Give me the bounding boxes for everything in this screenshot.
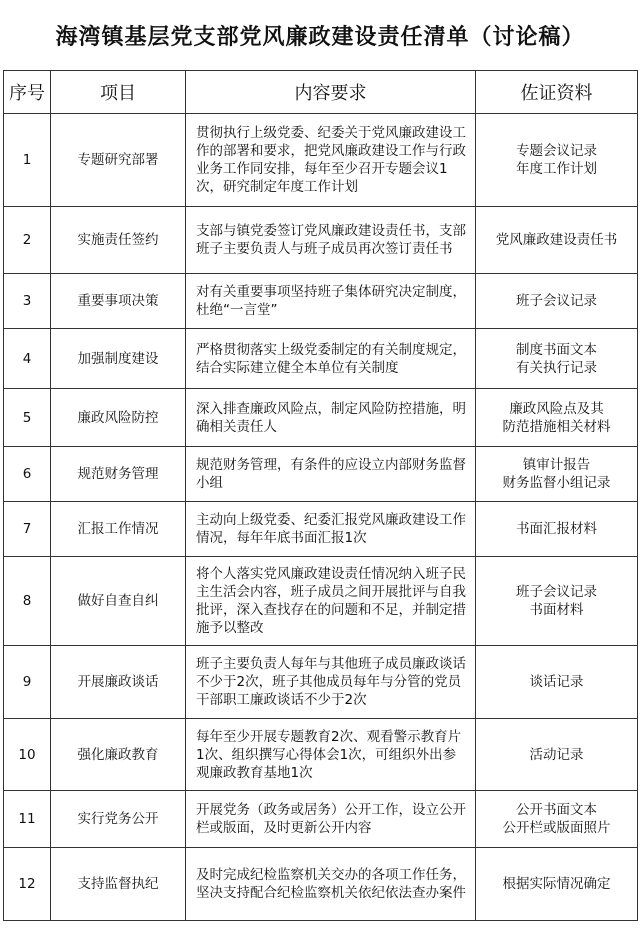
row-evidence: 党风廉政建设责任书: [476, 207, 638, 274]
table-row: [4, 207, 638, 274]
row-item: 做好自查自纠: [51, 557, 186, 646]
row-content: 对有关重要事项坚持班子集体研究决定制度，杜绝“一言堂”: [186, 274, 476, 329]
row-item: 汇报工作情况: [51, 502, 186, 557]
header-no: 序号: [4, 71, 51, 114]
row-item: 专题研究部署: [51, 114, 186, 207]
row-no: 5: [4, 389, 51, 447]
row-evidence: 谈话记录: [476, 646, 638, 719]
row-content: 主动向上级党委、纪委汇报党风廉政建设工作情况，每年年底书面汇报1次: [186, 502, 476, 557]
row-item: 强化廉政教育: [51, 719, 186, 791]
row-evidence: 廉政风险点及其 防范措施相关材料: [476, 389, 638, 447]
table-row: [4, 557, 638, 646]
responsibility-table: [3, 70, 638, 921]
table-row: [4, 329, 638, 389]
row-content: 每年至少开展专题教育2次、观看警示教育片1次、组织撰写心得体会1次，可组织外出参观廉政教育基地1次: [186, 719, 476, 791]
row-item: 加强制度建设: [51, 329, 186, 389]
table-row: [4, 274, 638, 329]
table-row: [4, 646, 638, 719]
table-header-row: [4, 71, 638, 114]
row-evidence: 公开书面文本 公开栏或版面照片: [476, 791, 638, 848]
row-content: 深入排查廉政风险点，制定风险防控措施，明确相关责任人: [186, 389, 476, 447]
header-evidence: 佐证资料: [476, 71, 638, 114]
row-item: 开展廉政谈话: [51, 646, 186, 719]
table-row: [4, 447, 638, 502]
table-row: [4, 389, 638, 447]
row-no: 7: [4, 502, 51, 557]
row-no: 10: [4, 719, 51, 791]
row-no: 4: [4, 329, 51, 389]
row-no: 6: [4, 447, 51, 502]
row-item: 规范财务管理: [51, 447, 186, 502]
row-evidence: 活动记录: [476, 719, 638, 791]
row-content: 及时完成纪检监察机关交办的各项工作任务，坚决支持配合纪检监察机关依纪依法查办案件: [186, 848, 476, 921]
table-row: [4, 502, 638, 557]
table-row: [4, 791, 638, 848]
row-item: 廉政风险防控: [51, 389, 186, 447]
header-content: 内容要求: [186, 71, 476, 114]
row-item: 实施责任签约: [51, 207, 186, 274]
document-title: 海湾镇基层党支部党风廉政建设责任清单（讨论稿）: [55, 24, 585, 50]
row-content: 将个人落实党风廉政建设责任情况纳入班子民主生活会内容，班子成员之间开展批评与自我批评，深入查找存在的问题和不足，并制定措施予以整改: [186, 557, 476, 646]
row-evidence: 镇审计报告 财务监督小组记录: [476, 447, 638, 502]
row-content: 开展党务（政务或居务）公开工作，设立公开栏或版面，及时更新公开内容: [186, 791, 476, 848]
row-content: 班子主要负责人每年与其他班子成员廉政谈话不少于2次，班子其他成员每年与分管的党员干部职工廉政谈话不少于2次: [186, 646, 476, 719]
row-no: 11: [4, 791, 51, 848]
table-row: [4, 114, 638, 207]
row-content: 规范财务管理，有条件的应设立内部财务监督小组: [186, 447, 476, 502]
row-evidence: 根据实际情况确定: [476, 848, 638, 921]
row-content: 严格贯彻落实上级党委制定的有关制度规定，结合实际建立健全本单位有关制度: [186, 329, 476, 389]
row-item: 重要事项决策: [51, 274, 186, 329]
row-evidence: 制度书面文本 有关执行记录: [476, 329, 638, 389]
row-content: 贯彻执行上级党委、纪委关于党风廉政建设工作的部署和要求，把党风廉政建设工作与行政业务工作同安排，每年至少召开专题会议1次，研究制定年度工作计划: [186, 114, 476, 207]
row-evidence: 班子会议记录 书面材料: [476, 557, 638, 646]
row-item: 实行党务公开: [51, 791, 186, 848]
table-row: [4, 719, 638, 791]
row-item: 支持监督执纪: [51, 848, 186, 921]
row-no: 1: [4, 114, 51, 207]
table-row: [4, 848, 638, 921]
row-no: 8: [4, 557, 51, 646]
row-no: 9: [4, 646, 51, 719]
row-no: 3: [4, 274, 51, 329]
header-item: 项目: [51, 71, 186, 114]
row-content: 支部与镇党委签订党风廉政建设责任书，支部班子主要负责人与班子成员再次签订责任书: [186, 207, 476, 274]
row-evidence: 书面汇报材料: [476, 502, 638, 557]
row-no: 12: [4, 848, 51, 921]
row-no: 2: [4, 207, 51, 274]
row-evidence: 专题会议记录 年度工作计划: [476, 114, 638, 207]
row-evidence: 班子会议记录: [476, 274, 638, 329]
